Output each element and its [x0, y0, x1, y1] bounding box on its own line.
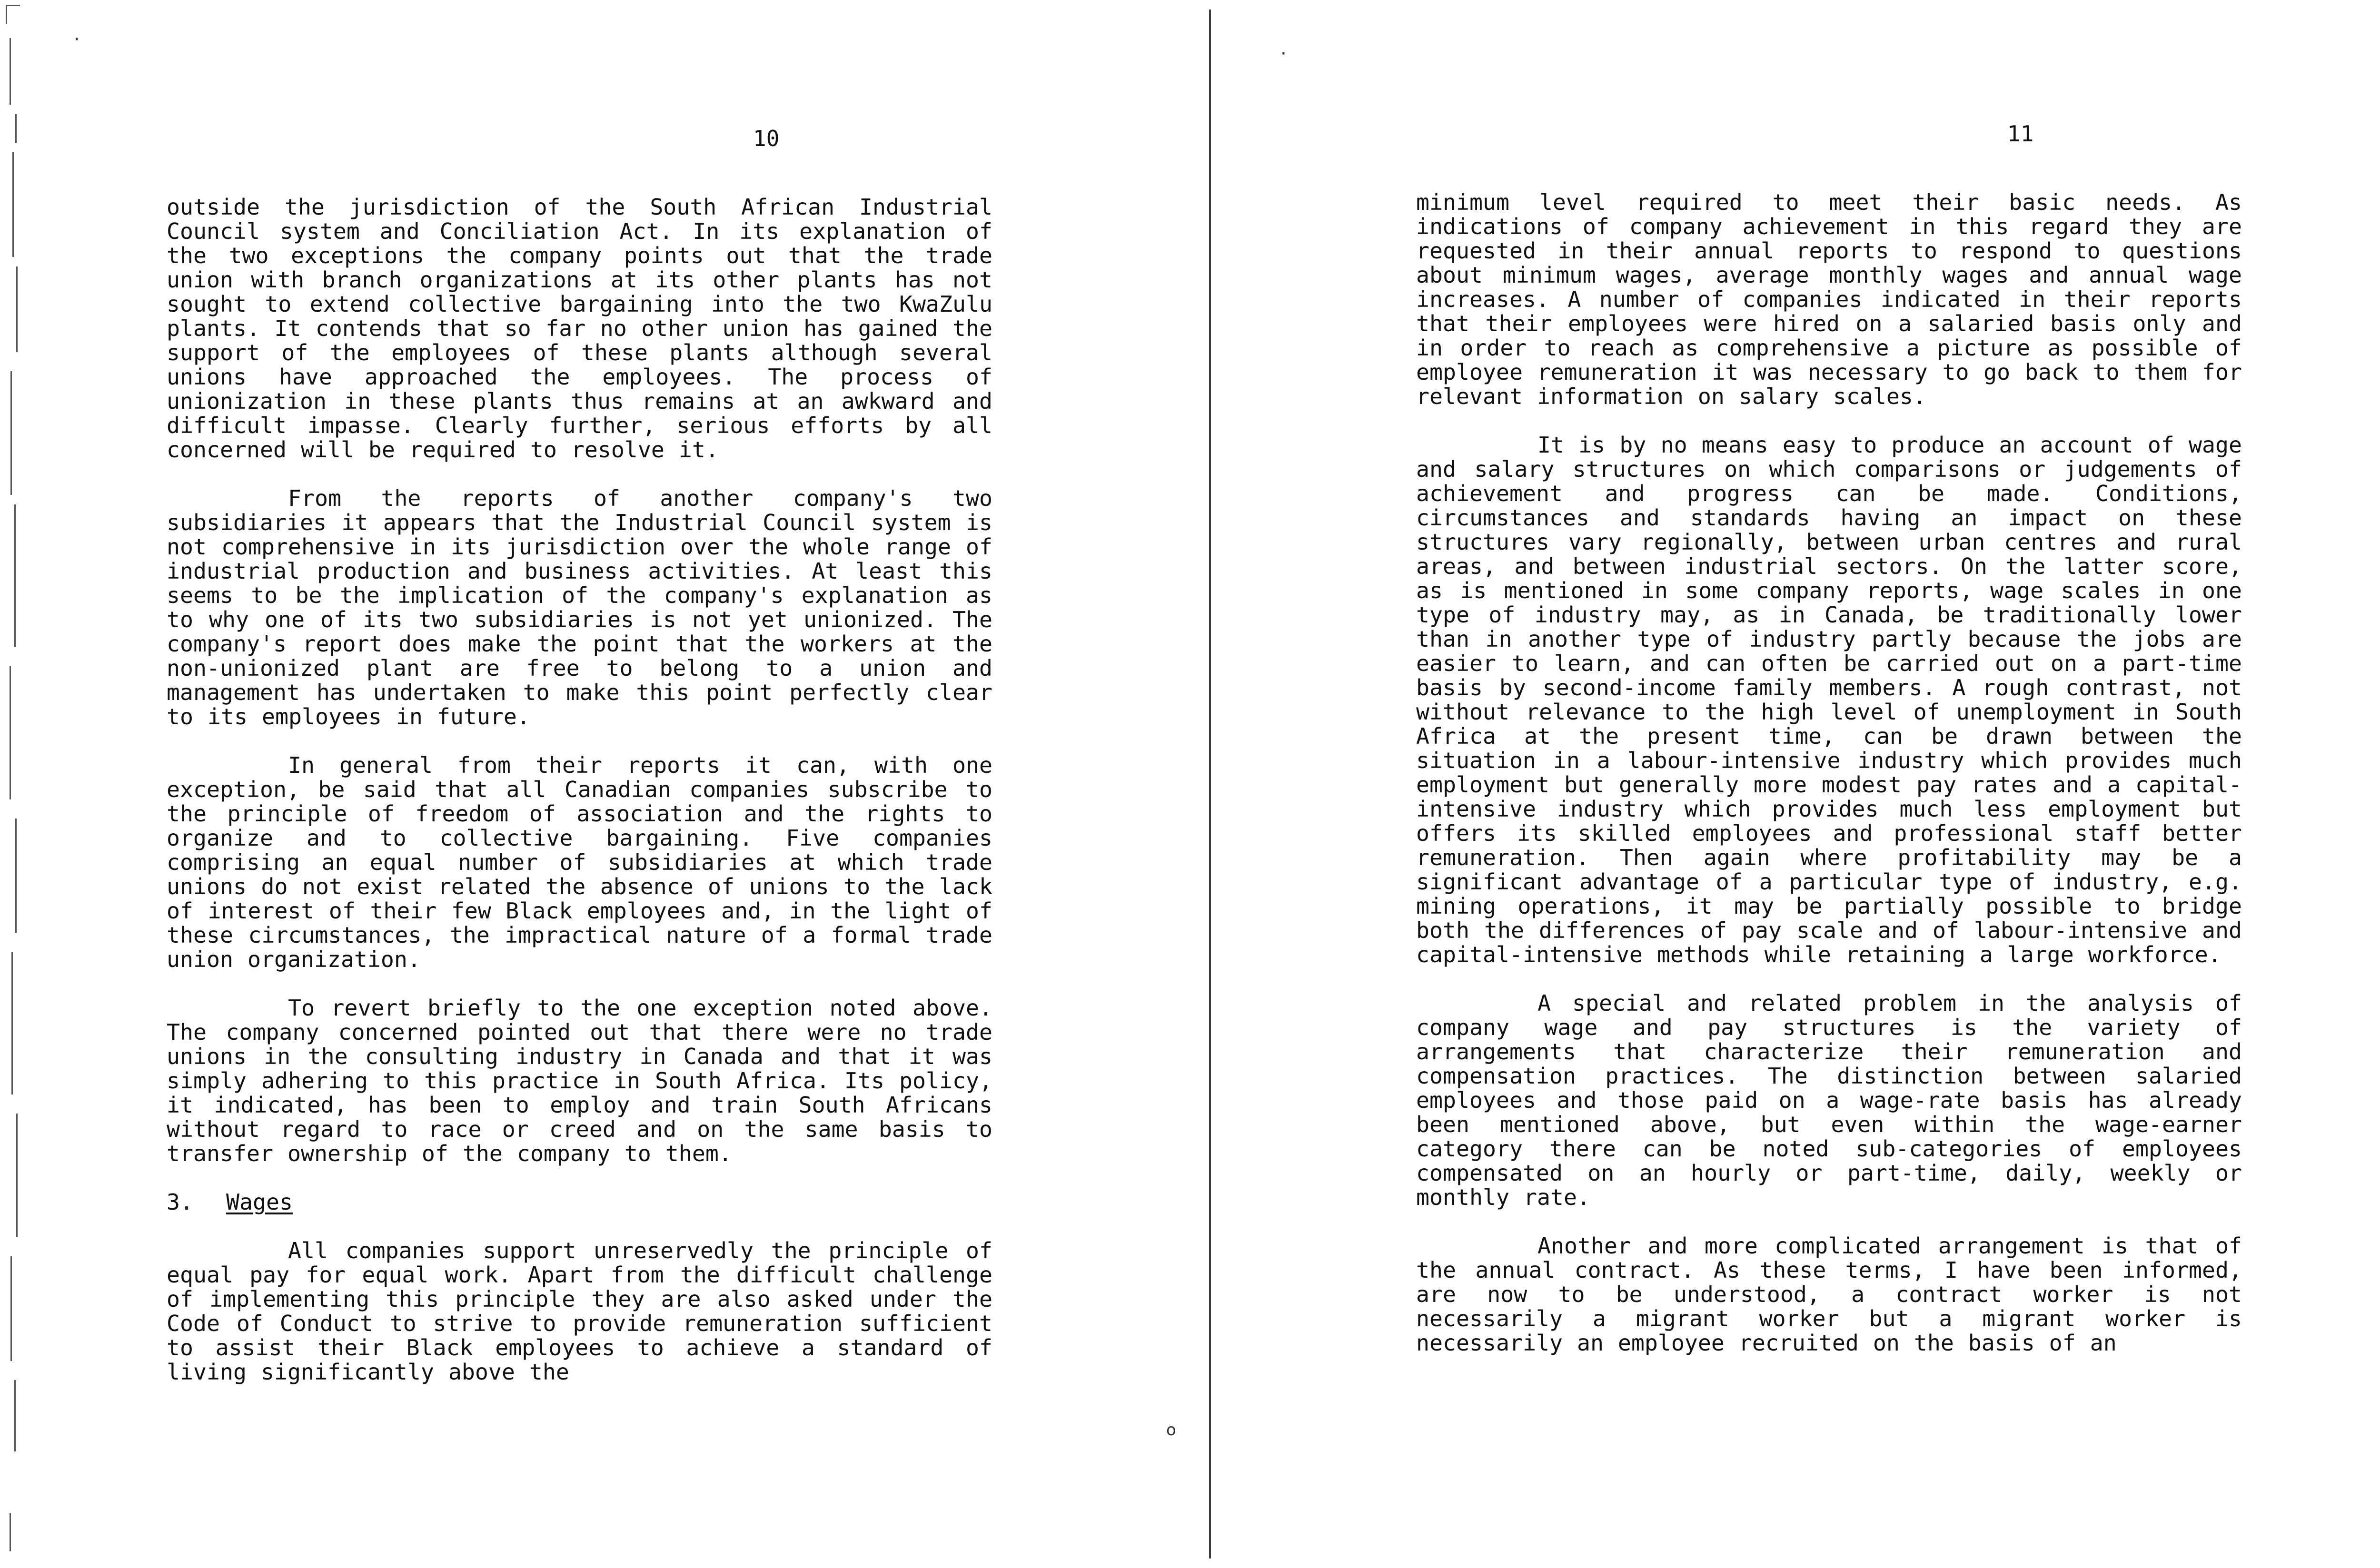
- scan-speck: ·: [74, 29, 80, 50]
- page-divider: [1209, 10, 1211, 1558]
- left-page-body: [167, 195, 992, 1384]
- section-title: Wages: [226, 1189, 293, 1215]
- paragraph: Another and more complicated arrangement is that of the annual contract. As these terms, I have been informed, are now to be understood, a contract worker is not necessarily a migrant worker but a migrant worker is necessarily an employee recruited on the basis of an: [1416, 1233, 2242, 1356]
- paragraph: minimum level required to meet their basic needs. As indications of company achievement in this regard they are requested in their annual reports to respond to questions about minimum wages, average monthly wages and annual wage increases. A number of companies indicated in their reports that their employees were hired on a salaried basis only and in order to reach as comprehensive a picture as possible of employee remuneration it was necessary to go back to them for relevant information on salary scales.: [1416, 189, 2242, 409]
- paragraph: It is by no means easy to produce an account of wage and salary structures on which comparisons or judgements of achievement and progress can be made. Conditions, circumstances and standards having an impact on these structures vary regionally, between urban centres and rural areas, and between industrial sectors. On the latter score, as is mentioned in some company reports, wage scales in one type of industry may, as in Canada, be traditionally lower than in another type of industry partly because the jobs are easier to learn, and can often be carried out on a part-time basis by second-income family members. A rough contrast, not without relevance to the high level of unemployment in South Africa at the present time, can be drawn between the situation in a labour-intensive industry which provides much employment but generally more modest pay rates and a capital-intensive industry which provides much less employment but offers its skilled employees and professional staff better remuneration. Then again where profitability may be a significant advantage of a particular type of industry, e.g. mining operations, it may be partially possible to bridge both the differences of pay scale and of labour-intensive and capital-intensive methods while retaining a large workforce.: [1416, 432, 2242, 967]
- paragraph: To revert briefly to the one exception noted above. The company concerned pointed out that there were no trade unions in the consulting industry in Canada and that it was simply adhering to this practice in South Africa. Its policy, it indicated, has been to employ and train South Africans without regard to race or creed and on the same basis to transfer ownership of the company to them.: [167, 995, 992, 1166]
- right-page-body: [1416, 190, 2242, 1355]
- paragraph: outside the jurisdiction of the South African Industrial Council system and Conciliation Act. In its explanation of the two exceptions the company points out that the trade union with branch organizations at its other plants has not sought to extend collective bargaining into the two KwaZulu plants. It contends that so far no other union has gained the support of the employees of these plants although several unions have approached the employees. The process of unionization in these plants thus remains at an awkward and difficult impasse. Clearly further, serious efforts by all concerned will be required to resolve it.: [167, 194, 992, 463]
- paragraph: In general from their reports it can, with one exception, be said that all Canadian companies subscribe to the principle of freedom of association and the rights to organize and to collective bargaining. Five companies comprising an equal number of subsidiaries at which trade unions do not exist related the absence of unions to the lack of interest of their few Black employees and, in the light of these circumstances, the impractical nature of a formal trade union organization.: [167, 752, 992, 972]
- page-number: 10: [753, 126, 780, 151]
- paragraph: From the reports of another company's two subsidiaries it appears that the Industrial Council system is not comprehensive in its jurisdiction over the whole range of industrial production and business activities. At least this seems to be the implication of the company's explanation as to why one of its two subsidiaries is not yet unionized. The company's report does make the point that the workers at the non-unionized plant are free to belong to a union and management has undertaken to make this point perfectly clear to its employees in future.: [167, 485, 992, 730]
- page-number: 11: [2007, 121, 2034, 147]
- scan-speck: ·: [1280, 43, 1287, 65]
- right-page: [1219, 0, 2380, 1568]
- section-number: 3.: [167, 1189, 193, 1215]
- paragraph: All companies support unreservedly the principle of equal pay for equal work. Apart from the difficult challenge of implementing this principle they are also asked under the Code of Conduct to strive to provide remuneration sufficient to assist their Black employees to achieve a standard of living significantly above the: [167, 1238, 992, 1385]
- scan-speck: o: [1166, 1420, 1176, 1440]
- paragraph: A special and related problem in the analysis of company wage and pay structures is the variety of arrangements that characterize their remuneration and compensation practices. The distinction between salaried employees and those paid on a wage-rate basis has already been mentioned above, but even within the wage-earner category there can be noted sub-categories of employees compensated on an hourly or part-time, daily, weekly or monthly rate.: [1416, 990, 2242, 1210]
- section-heading: [167, 1190, 992, 1214]
